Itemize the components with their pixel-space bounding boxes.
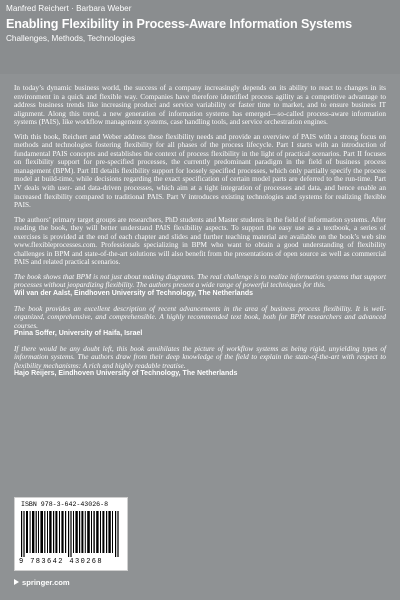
review-quote: If there would be any doubt left, this book annihilates the picture of workflow systems as being rigid, unyielding types of information systems. The authors draw from their deep knowledge of the field to explain the state-of-the-art with respect to flexibility mechanisms: A rich and highly readable treatise. bbox=[14, 344, 386, 370]
description-paragraph: In today’s dynamic business world, the success of a company increasingly depends on its ability to react to changes in its environment in a quick and flexible way. Companies have therefore identified process agility as a competitive advantage to address business trends like increasing product and service variability or faster time to market, and to ensure business IT alignment. Along this trend, a new generation of information systems has emerged—so-called process-aware information systems (PAIS), like workflow management systems, case handling tools, and service orchestration engines. bbox=[14, 84, 386, 127]
description-paragraph: The authors’ primary target groups are researchers, PhD students and Master students in the field of information systems. After reading the book, they will better understand PAIS flexibility aspects. To support the easy use as a textbook, a series of exercises is provided at the end of each chapter and slides and further teaching material are available on the book’s web site www.flexibleprocesses.com. Professionals specializing in BPM who want to obtain a good understanding of flexibility challenges in BPM and state-of-the-art solutions will also benefit from the presentations of open source as well as commercial PAIS and related practical scenarios. bbox=[14, 215, 386, 267]
isbn-barcode bbox=[14, 497, 128, 571]
book-title: Enabling Flexibility in Process-Aware Information Systems bbox=[6, 17, 353, 31]
review bbox=[14, 305, 386, 339]
review-attribution: Wil van der Aalst, Eindhoven University of Technology, The Netherlands bbox=[14, 290, 254, 298]
cover-header bbox=[0, 0, 400, 74]
review-quote: The book provides an excellent description of recent advancements in the area of business process flexibility. It is well-organized, comprehensive, and comprehensible. A highly recommended text book, both for BPM researchers and advanced courses. bbox=[14, 304, 386, 330]
publisher-label: springer.com bbox=[22, 578, 70, 587]
review bbox=[14, 273, 386, 299]
publisher-link[interactable] bbox=[14, 578, 70, 587]
arrow-right-icon bbox=[14, 579, 19, 585]
barcode-digits: 9 783642 430268 bbox=[19, 558, 104, 566]
description-paragraph: With this book, Reichert and Weber address these flexibility needs and provide an overview of PAIS with a strong focus on methods and technologies fostering flexibility for all phases of the process lifecycle. Part I starts with an introduction of fundamental PAIS concepts and establishes the context of process flexibility in the light of practical scenarios. Part II focuses on flexibility support for pre-specified processes, the currently predominant paradigm in the field of business process management (BPM). Part III details flexibility support for loosely specified processes, which only partially specify the process model at build-time, while decisions regarding the exact specification of certain model parts are deferred to the run-time. Part IV deals with user- and data-driven processes, which aim at a tight integration of processes and data, and hence enable an increased flexibility compared to traditional PAIS. Part V introduces existing technologies and systems for realizing flexible PAIS. bbox=[14, 132, 386, 210]
book-authors: Manfred Reichert · Barbara Weber bbox=[6, 4, 132, 13]
review bbox=[14, 345, 386, 379]
book-subtitle: Challenges, Methods, Technologies bbox=[6, 34, 136, 43]
review-quote: The book shows that BPM is not just about making diagrams. The real challenge is to realize information systems that support processes without jeopardizing flexibility. The authors present a wide range of powerful techniques for this. bbox=[14, 272, 386, 290]
isbn-label: ISBN 978-3-642-43026-8 bbox=[21, 501, 109, 508]
review-attribution: Pnina Soffer, University of Haifa, Israel bbox=[14, 330, 143, 338]
review-attribution: Hajo Reijers, Eindhoven University of Technology, The Netherlands bbox=[14, 370, 238, 378]
barcode-icon bbox=[21, 511, 121, 557]
back-cover-text bbox=[14, 84, 386, 385]
